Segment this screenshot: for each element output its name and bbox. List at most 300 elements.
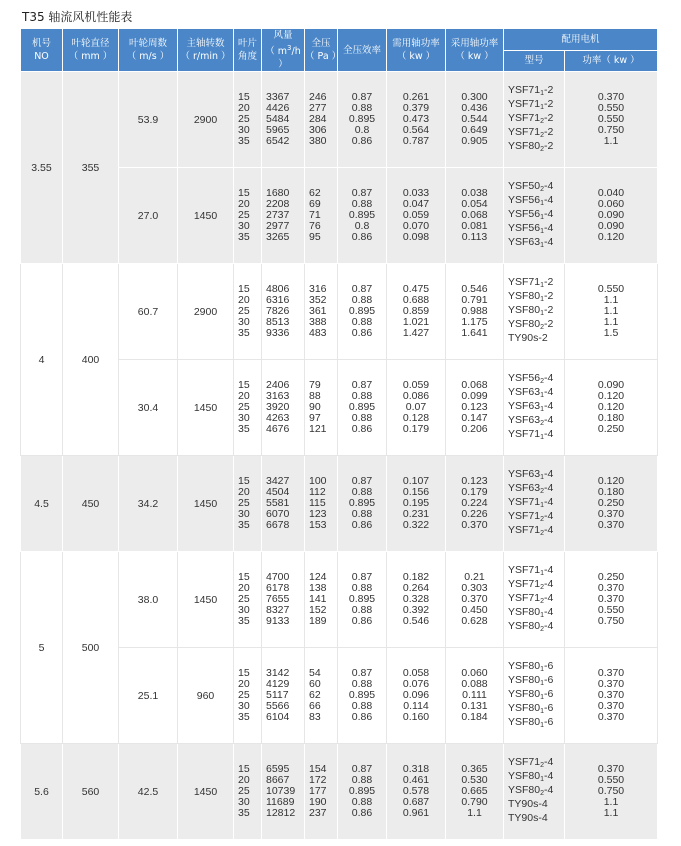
header-motor-model: 型号	[504, 50, 565, 72]
cell-value: 0.88	[351, 486, 373, 498]
cell-value: 20	[238, 390, 250, 402]
cell-value: 30	[238, 604, 250, 616]
motor-model: $YSF71_2-2$	[508, 125, 554, 139]
cell-value: 6104	[266, 711, 290, 723]
cell-air-flows	[262, 360, 305, 456]
cell-value: 6178	[266, 582, 290, 594]
motor-model: $YSF71_1-2$	[508, 83, 554, 97]
cell-value: 0.895	[348, 401, 376, 413]
cell-air-flows	[262, 552, 305, 648]
cell-pressures	[305, 360, 338, 456]
cell-blade-angles	[234, 168, 262, 264]
cell-value: 0.88	[351, 582, 373, 594]
cell-value: 0.8	[354, 220, 370, 232]
cell-motor-powers	[565, 264, 658, 360]
cell-value: 0.530	[461, 774, 488, 786]
cell-value: 6316	[266, 294, 290, 306]
cell-value: 0.156	[402, 486, 430, 498]
cell-efficiencies	[338, 744, 387, 840]
cell-required-powers	[387, 264, 446, 360]
cell-air-flows	[262, 744, 305, 840]
cell-value: 30	[238, 700, 250, 712]
cell-value: 10739	[266, 785, 296, 797]
cell-value: 0.546	[461, 283, 488, 295]
motor-model: $YSF56_1-4$	[508, 193, 554, 207]
cell-value: 4700	[266, 571, 290, 583]
cell-value: 0.905	[461, 135, 488, 147]
cell-value: 0.550	[597, 102, 625, 114]
cell-efficiencies	[338, 264, 387, 360]
cell-value: 0.114	[403, 700, 429, 712]
cell-blade-angles	[234, 456, 262, 552]
table-row	[21, 72, 658, 168]
cell-value: 25	[238, 305, 250, 317]
cell-value: 0.475	[402, 283, 430, 295]
cell-value: 15	[238, 283, 250, 295]
header-total-pressure: 全压 （ Pa ）	[305, 29, 338, 72]
cell-air-flows	[262, 456, 305, 552]
cell-blade-angles	[234, 360, 262, 456]
cell-motor-powers	[565, 456, 658, 552]
motor-model: $YSF80_2-4$	[508, 619, 554, 633]
header-spindle-speed: 主轴转数 （ r/min ）	[178, 29, 234, 72]
cell-value: 0.182	[402, 571, 430, 583]
cell-value: 30	[238, 124, 250, 136]
cell-value: 12812	[266, 807, 296, 819]
cell-value: 0.895	[348, 305, 376, 317]
cell-value: 0.123	[461, 401, 488, 413]
header-air-flow: 风量 （ $m^3/h$ ）	[262, 29, 305, 72]
motor-model: $YSF71_1-4$	[508, 495, 554, 509]
cell-diameter: 400	[63, 264, 119, 456]
cell-value: 0.86	[351, 519, 373, 531]
cell-value: 0.370	[597, 678, 625, 690]
cell-value: 0.068	[461, 379, 488, 391]
cell-value: 5566	[266, 700, 290, 712]
cell-value: 66	[309, 700, 321, 712]
cell-value: 0.895	[348, 209, 376, 221]
cell-value: 0.86	[351, 135, 373, 147]
cell-value: 0.859	[402, 305, 430, 317]
cell-value: 0.649	[461, 124, 488, 136]
motor-model: $YSF71_1-2$	[508, 275, 554, 289]
cell-value: 20	[238, 294, 250, 306]
cell-pressures	[305, 744, 338, 840]
cell-value: 0.628	[461, 615, 488, 627]
cell-value: 79	[309, 379, 321, 391]
cell-value: 0.120	[597, 401, 625, 413]
motor-model: $YSF80_1-6$	[508, 715, 554, 729]
motor-model: $YSF80_1-2$	[508, 303, 554, 317]
motor-model: $YSF71_2-4$	[508, 591, 554, 605]
cell-motor-models	[504, 456, 565, 552]
cell-efficiencies	[338, 360, 387, 456]
cell-value: 0.87	[351, 667, 373, 679]
cell-value: 0.86	[351, 807, 373, 819]
cell-value: 11689	[266, 796, 295, 808]
cell-value: 0.120	[597, 390, 625, 402]
cell-value: 483	[309, 327, 327, 339]
cell-value: 3427	[266, 475, 290, 487]
page-title: T35 轴流风机性能表	[22, 10, 133, 24]
cell-value: 0.21	[464, 571, 485, 583]
cell-value: 62	[309, 187, 321, 199]
cell-value: 0.461	[402, 774, 430, 786]
cell-tip-speed: 38.0	[119, 552, 178, 648]
motor-model: $YSF50_2-4$	[508, 179, 554, 193]
cell-value: 0.87	[351, 763, 373, 775]
cell-value: 0.365	[461, 763, 488, 775]
cell-adopted-powers	[446, 360, 504, 456]
cell-value: 30	[238, 412, 250, 424]
cell-motor-models	[504, 264, 565, 360]
cell-value: 0.07	[405, 401, 427, 413]
cell-value: 3163	[266, 390, 290, 402]
cell-value: 4426	[266, 102, 290, 114]
cell-value: 25	[238, 209, 250, 221]
cell-value: 95	[309, 231, 321, 243]
cell-diameter: 560	[63, 744, 119, 840]
cell-value: 0.318	[402, 763, 430, 775]
cell-value: 177	[309, 785, 327, 797]
cell-value: 0.86	[351, 711, 373, 723]
cell-required-powers	[387, 360, 446, 456]
cell-value: 54	[309, 667, 321, 679]
cell-diameter: 500	[63, 552, 119, 744]
cell-value: 380	[309, 135, 327, 147]
motor-model: $YSF71_1-4$	[508, 563, 554, 577]
cell-value: 0.87	[351, 379, 373, 391]
cell-value: 0.261	[402, 91, 430, 103]
cell-efficiencies	[338, 168, 387, 264]
cell-pressures	[305, 168, 338, 264]
cell-value: 15	[238, 187, 250, 199]
cell-value: 25	[238, 593, 250, 605]
cell-fan-no: 3.55	[21, 72, 63, 264]
cell-value: 0.895	[348, 113, 376, 125]
header-required-power: 需用轴功率 （ kw ）	[387, 29, 446, 72]
cell-value: 246	[309, 91, 327, 103]
cell-value: 0.088	[461, 678, 488, 690]
table-row	[21, 456, 658, 552]
motor-model: $YSF71_1-4$	[508, 427, 554, 441]
motor-model: $YSF63_2-4$	[508, 481, 554, 495]
cell-value: 0.179	[461, 486, 488, 498]
cell-value: 1.5	[603, 327, 619, 339]
cell-value: 15	[238, 763, 250, 775]
motor-model: $YSF71_2-4$	[508, 523, 554, 537]
cell-value: 0.040	[597, 187, 625, 199]
cell-value: 0.988	[461, 305, 488, 317]
cell-value: 0.578	[402, 785, 430, 797]
cell-value: 35	[238, 615, 250, 627]
cell-value: 4676	[266, 423, 290, 435]
cell-value: 0.086	[402, 390, 430, 402]
cell-required-powers	[387, 168, 446, 264]
motor-model: $YSF71_2-4$	[508, 755, 554, 769]
cell-value: 316	[309, 283, 327, 295]
cell-value: 0.180	[597, 412, 625, 424]
cell-value: 0.88	[351, 412, 373, 424]
cell-value: 5117	[266, 689, 289, 701]
cell-value: 189	[309, 615, 327, 627]
cell-value: 0.060	[597, 198, 625, 210]
cell-value: 190	[309, 796, 327, 808]
cell-value: 0.790	[461, 796, 488, 808]
motor-model: $YSF63_1-4$	[508, 399, 554, 413]
motor-model: TY90s-2	[508, 331, 548, 344]
cell-pressures	[305, 552, 338, 648]
cell-motor-powers	[565, 744, 658, 840]
cell-value: 0.88	[351, 700, 373, 712]
table-row	[21, 744, 658, 840]
cell-efficiencies	[338, 648, 387, 744]
cell-spindle-speed: 2900	[178, 72, 234, 168]
cell-value: 0.147	[461, 412, 488, 424]
cell-value: 1.175	[461, 316, 488, 328]
cell-value: 3142	[266, 667, 290, 679]
cell-value: 0.250	[597, 497, 625, 509]
cell-value: 0.687	[402, 796, 430, 808]
cell-blade-angles	[234, 264, 262, 360]
cell-value: 25	[238, 401, 250, 413]
cell-value: 2406	[266, 379, 290, 391]
cell-pressures	[305, 264, 338, 360]
cell-value: 6542	[266, 135, 290, 147]
motor-model: $YSF71_2-4$	[508, 509, 554, 523]
cell-value: 90	[309, 401, 321, 413]
cell-value: 0.665	[461, 785, 488, 797]
cell-value: 0.564	[402, 124, 430, 136]
cell-required-powers	[387, 72, 446, 168]
cell-value: 0.87	[351, 475, 373, 487]
cell-value: 0.86	[351, 327, 373, 339]
cell-motor-models	[504, 168, 565, 264]
motor-model: $YSF80_2-2$	[508, 139, 554, 153]
cell-value: 0.88	[351, 390, 373, 402]
cell-value: 2977	[266, 220, 290, 232]
cell-value: 5965	[266, 124, 290, 136]
header-tip-speed: 叶轮周数 （ m/s ）	[119, 29, 178, 72]
cell-value: 1.1	[603, 305, 619, 317]
cell-value: 25	[238, 497, 250, 509]
cell-value: 60	[309, 678, 321, 690]
cell-value: 8667	[266, 774, 290, 786]
cell-blade-angles	[234, 72, 262, 168]
cell-motor-powers	[565, 648, 658, 744]
cell-tip-speed: 30.4	[119, 360, 178, 456]
cell-value: 0.264	[402, 582, 430, 594]
cell-value: 0.88	[351, 294, 373, 306]
cell-value: 0.450	[461, 604, 488, 616]
cell-value: 0.184	[461, 711, 488, 723]
cell-spindle-speed: 1450	[178, 552, 234, 648]
cell-pressures	[305, 456, 338, 552]
cell-spindle-speed: 1450	[178, 456, 234, 552]
cell-value: 0.473	[402, 113, 430, 125]
cell-value: 0.750	[597, 124, 625, 136]
cell-value: 1.1	[603, 316, 619, 328]
header-efficiency: 全压效率	[338, 29, 387, 72]
cell-value: 7826	[266, 305, 290, 317]
cell-value: 100	[309, 475, 327, 487]
cell-value: 0.88	[351, 102, 373, 114]
cell-value: 83	[309, 711, 321, 723]
cell-value: 0.090	[597, 220, 625, 232]
cell-value: 88	[309, 390, 321, 402]
cell-motor-models	[504, 744, 565, 840]
cell-fan-no: 4.5	[21, 456, 63, 552]
cell-value: 25	[238, 785, 250, 797]
cell-value: 121	[309, 423, 327, 435]
fan-performance-table	[20, 28, 658, 840]
cell-motor-models	[504, 360, 565, 456]
motor-model: $YSF71_2-2$	[508, 111, 554, 125]
cell-value: 20	[238, 102, 250, 114]
cell-value: 361	[309, 305, 327, 317]
cell-value: 0.303	[461, 582, 488, 594]
cell-value: 152	[309, 604, 327, 616]
cell-value: 1.1	[603, 294, 619, 306]
cell-value: 0.436	[461, 102, 488, 114]
cell-value: 0.895	[348, 593, 376, 605]
cell-value: 0.88	[351, 796, 373, 808]
cell-required-powers	[387, 744, 446, 840]
cell-value: 0.544	[461, 113, 488, 125]
cell-value: 306	[309, 124, 327, 136]
cell-value: 0.047	[402, 198, 430, 210]
cell-adopted-powers	[446, 552, 504, 648]
cell-value: 0.88	[351, 604, 373, 616]
cell-value: 0.370	[597, 519, 625, 531]
cell-efficiencies	[338, 456, 387, 552]
cell-value: 0.090	[597, 209, 625, 221]
cell-value: 25	[238, 113, 250, 125]
cell-value: 4504	[266, 486, 290, 498]
cell-blade-angles	[234, 744, 262, 840]
cell-value: 8513	[266, 316, 290, 328]
cell-value: 0.180	[597, 486, 625, 498]
cell-value: 0.8	[354, 124, 370, 136]
cell-value: 2208	[266, 198, 290, 210]
cell-value: 237	[309, 807, 327, 819]
cell-value: 4129	[266, 678, 290, 690]
header-adopted-power: 采用轴功率 （ kw ）	[446, 29, 504, 72]
cell-value: 0.206	[461, 423, 488, 435]
cell-adopted-powers	[446, 264, 504, 360]
cell-value: 0.791	[461, 294, 488, 306]
cell-value: 0.550	[597, 604, 625, 616]
cell-value: 0.123	[461, 475, 488, 487]
motor-model: TY90s-4	[508, 811, 548, 824]
cell-adopted-powers	[446, 72, 504, 168]
cell-value: 0.550	[597, 774, 625, 786]
header-no: 机号 NO	[21, 29, 63, 72]
motor-model: $YSF80_1-2$	[508, 289, 554, 303]
cell-value: 0.86	[351, 423, 373, 435]
cell-value: 141	[309, 593, 327, 605]
cell-value: 0.099	[461, 390, 488, 402]
cell-value: 0.111	[462, 689, 487, 701]
cell-value: 0.370	[597, 582, 625, 594]
cell-value: 0.090	[597, 379, 625, 391]
cell-value: 35	[238, 807, 250, 819]
motor-model: $YSF56_1-4$	[508, 207, 554, 221]
cell-value: 124	[309, 571, 327, 583]
cell-value: 0.87	[351, 571, 373, 583]
cell-value: 1.641	[461, 327, 488, 339]
cell-value: 0.070	[402, 220, 430, 232]
cell-value: 138	[309, 582, 327, 594]
cell-value: 8327	[266, 604, 290, 616]
motor-model: $YSF63_1-4$	[508, 467, 554, 481]
cell-value: 1.1	[467, 807, 482, 819]
cell-pressures	[305, 72, 338, 168]
cell-value: 9133	[266, 615, 290, 627]
cell-value: 0.379	[402, 102, 430, 114]
cell-value: 0.86	[351, 231, 373, 243]
cell-required-powers	[387, 648, 446, 744]
cell-diameter: 355	[63, 72, 119, 264]
cell-value: 172	[309, 774, 327, 786]
cell-value: 0.226	[461, 508, 488, 520]
cell-value: 0.250	[597, 571, 625, 583]
cell-value: 25	[238, 689, 250, 701]
cell-value: 0.546	[402, 615, 430, 627]
cell-value: 0.058	[402, 667, 430, 679]
cell-motor-powers	[565, 360, 658, 456]
table-row	[21, 264, 658, 360]
cell-tip-speed: 27.0	[119, 168, 178, 264]
cell-air-flows	[262, 168, 305, 264]
cell-spindle-speed: 1450	[178, 168, 234, 264]
cell-value: 30	[238, 316, 250, 328]
cell-air-flows	[262, 264, 305, 360]
cell-value: 0.787	[402, 135, 430, 147]
cell-motor-powers	[565, 168, 658, 264]
cell-value: 15	[238, 571, 250, 583]
header-diameter: 叶轮直径 （ mm ）	[63, 29, 119, 72]
cell-value: 0.081	[461, 220, 488, 232]
motor-model: $YSF71_2-4$	[508, 577, 554, 591]
cell-value: 0.224	[461, 497, 488, 509]
cell-value: 6678	[266, 519, 290, 531]
cell-tip-speed: 34.2	[119, 456, 178, 552]
cell-value: 284	[309, 113, 327, 125]
motor-model: $YSF80_2-2$	[508, 317, 554, 331]
cell-tip-speed: 53.9	[119, 72, 178, 168]
cell-fan-no: 4	[21, 264, 63, 456]
cell-value: 0.895	[348, 497, 376, 509]
header-motor-power: 功率（ kw ）	[565, 50, 658, 72]
cell-value: 9336	[266, 327, 290, 339]
cell-value: 71	[309, 209, 321, 221]
cell-value: 30	[238, 508, 250, 520]
cell-value: 0.750	[597, 785, 625, 797]
cell-value: 0.098	[402, 231, 430, 243]
cell-value: 6070	[266, 508, 290, 520]
cell-value: 0.370	[597, 763, 625, 775]
cell-value: 15	[238, 475, 250, 487]
cell-value: 30	[238, 796, 250, 808]
cell-value: 154	[309, 763, 327, 775]
cell-value: 35	[238, 327, 250, 339]
cell-value: 0.87	[351, 283, 373, 295]
cell-tip-speed: 42.5	[119, 744, 178, 840]
cell-value: 0.038	[461, 187, 488, 199]
cell-value: 3367	[266, 91, 290, 103]
cell-value: 1.021	[402, 316, 430, 328]
